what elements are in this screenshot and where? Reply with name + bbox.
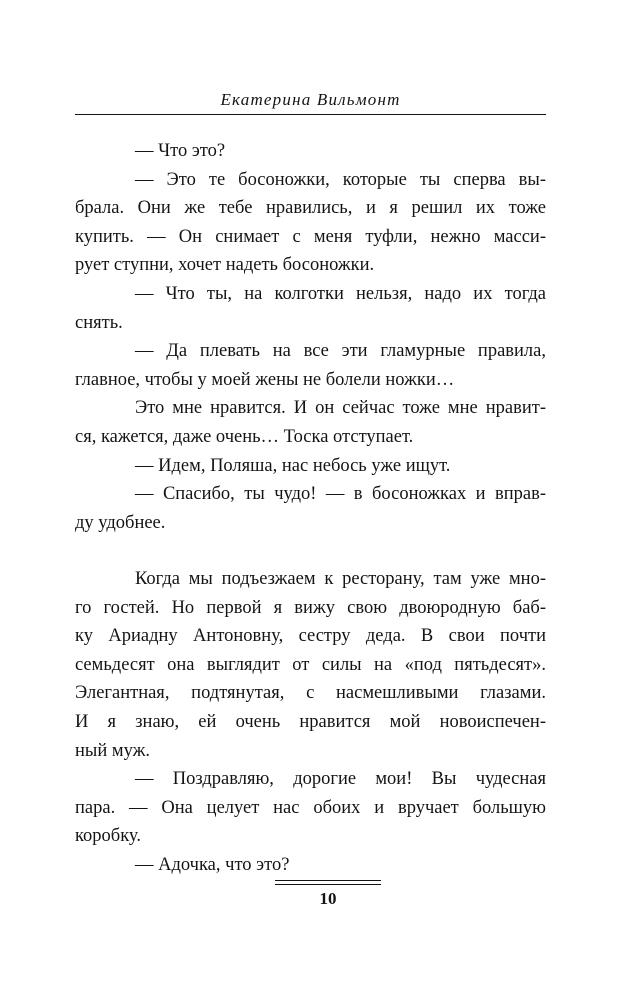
text-line: — Что это? [135,141,226,161]
text-line: рует ступни, хочет надеть босоножки. [75,255,375,276]
running-head-author: Екатерина Вильмонт [220,90,401,109]
text-line: ку Ариадну Антоновну, сестру деда. В свои почти [75,626,546,647]
page-number: 10 [319,889,337,908]
text-line: купить. — Он снимает с меня туфли, нежно масси- [75,226,546,247]
text-block-1 [75,137,546,537]
text-line: главное, чтобы у моей жены не болели ножки… [75,369,455,390]
text-line: — Да плевать на все эти гламурные правила, [135,341,546,362]
text-line: — Поздравляю, дорогие мои! Вы чудесная [135,769,546,790]
text-line: Когда мы подъезжаем к ресторану, там уже мно- [135,569,546,589]
text-line: снять. [75,312,123,333]
text-line: — Это те босоножки, которые ты сперва вы- [135,169,546,190]
text-line: коробку. [75,826,141,847]
text-line: Элегантная, подтянутая, с насмешливыми глазами. [75,683,546,704]
text-line: го гостей. Но первой я вижу свою двоюродную баб- [75,597,546,618]
text-line: — Спасибо, ты чудо! — в босоножках и вправ- [135,484,546,505]
text-line: — Адочка, что это? [135,854,290,875]
text-line: семьдесят она выглядит от силы на «под пятьдесят». [75,654,546,675]
footer-rule-bottom [275,884,381,885]
text-line: И я знаю, ей очень нравится мой новоиспечен- [75,711,546,732]
footer-rule-top [275,880,381,881]
header-rule [75,114,546,115]
text-block-2 [75,565,546,880]
text-line: ся, кажется, даже очень… Тоска отступает. [75,426,414,447]
text-line: — Что ты, на колготки нельзя, надо их тогда [135,283,546,304]
text-line: ду удобнее. [75,512,166,533]
text-line: ный муж. [75,740,150,761]
text-line: Это мне нравится. И он сейчас тоже мне нравит- [135,398,546,419]
text-line: брала. Они же тебе нравились, и я решил их тоже [75,198,546,219]
text-line: — Идем, Поляша, нас небось уже ищут. [135,455,451,476]
text-line: пара. — Она целует нас обоих и вручает большую [75,797,546,818]
